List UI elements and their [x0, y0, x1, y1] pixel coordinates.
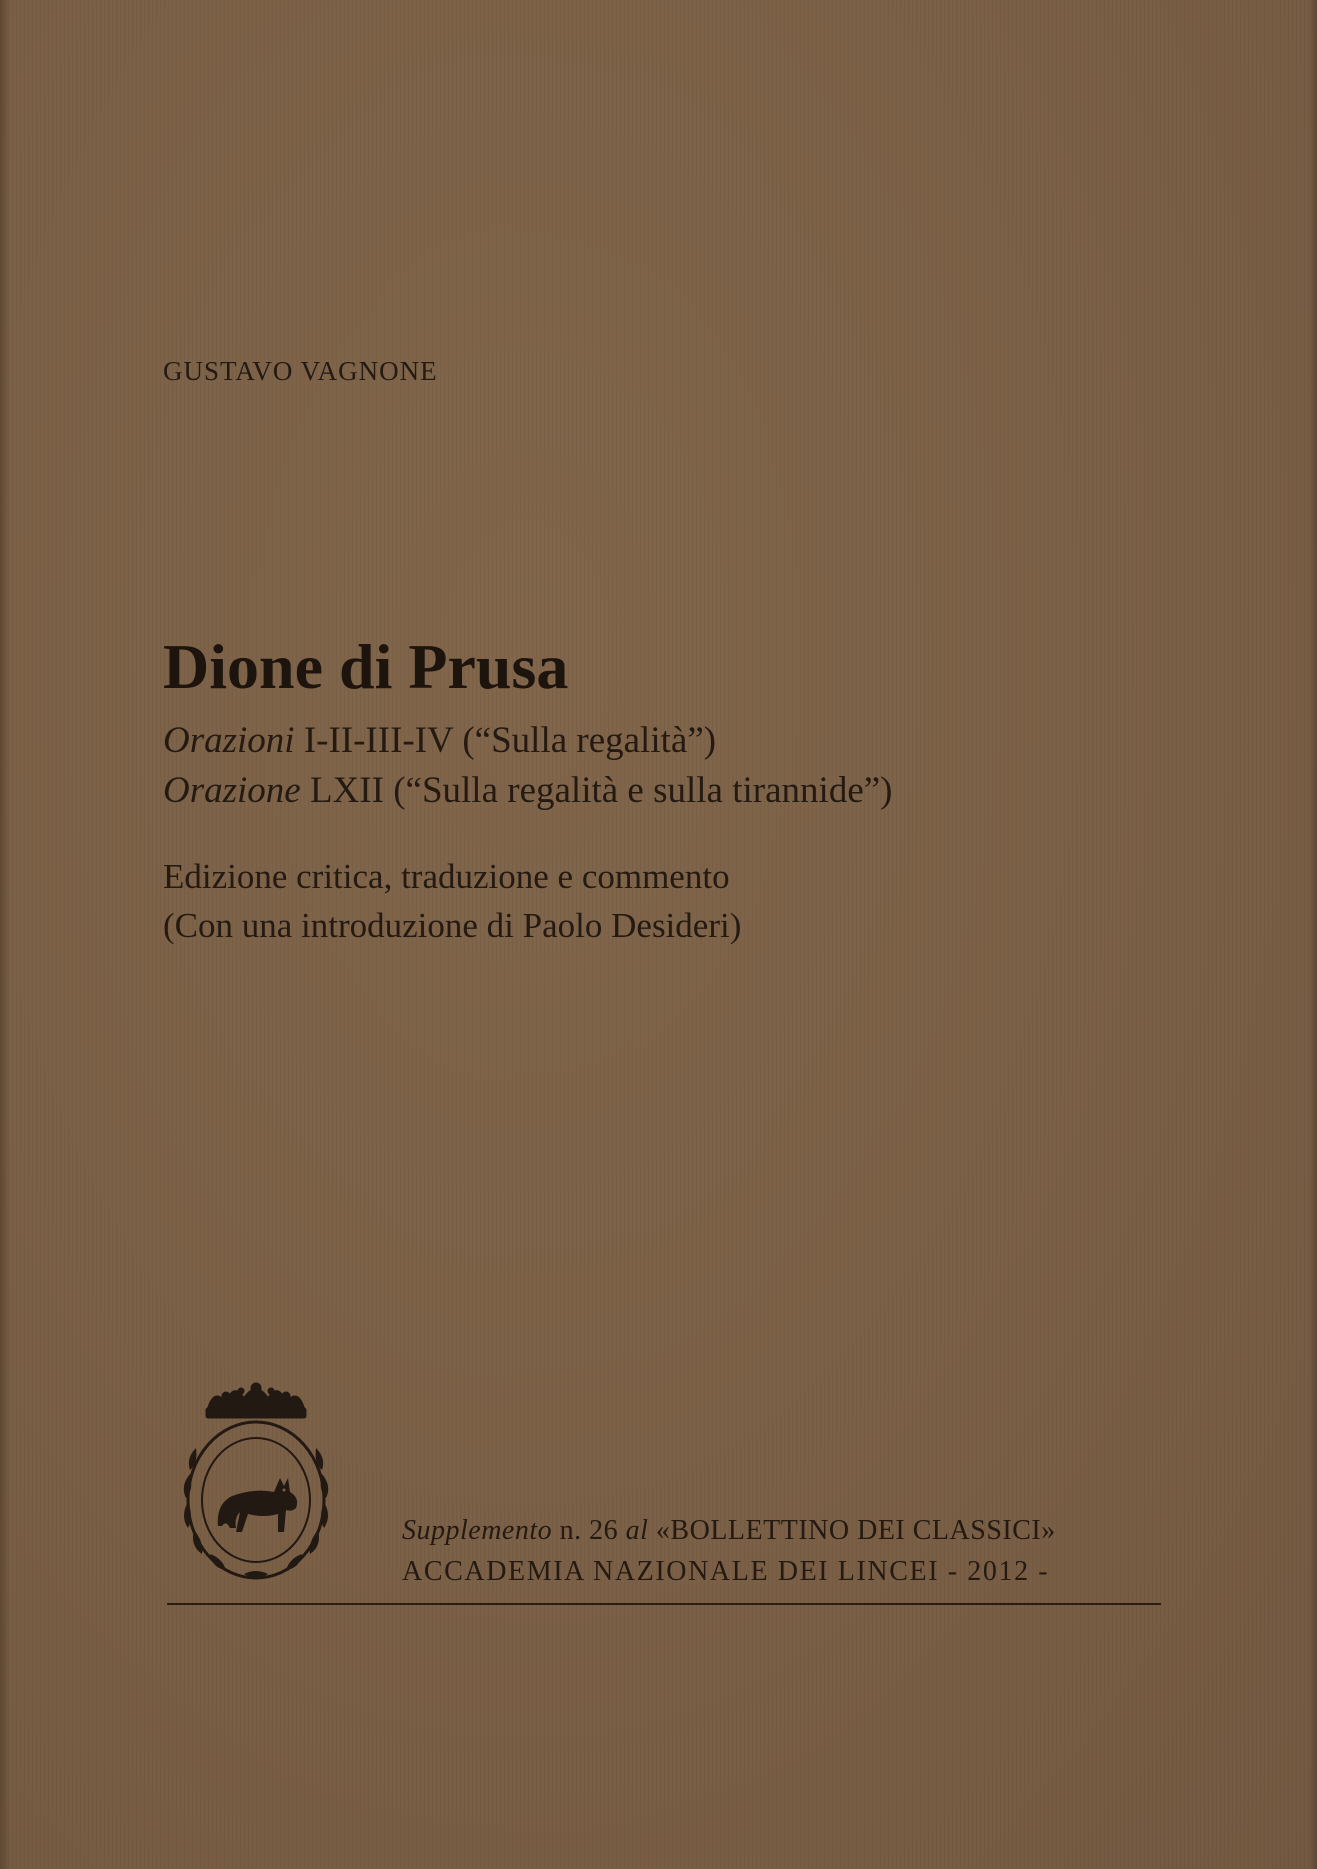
series-italic-al: al	[625, 1515, 649, 1546]
subtitle-1-rest: I-II-III-IV (“Sulla regalità”)	[294, 720, 717, 761]
book-title: Dione di Prusa	[163, 631, 569, 702]
bottom-rule	[167, 1603, 1161, 1605]
subtitle-line-2	[163, 769, 892, 812]
publisher-line: ACCADEMIA NAZIONALE DEI LINCEI - 2012 -	[402, 1556, 1050, 1587]
subtitle-2-italic: Orazione	[163, 770, 301, 811]
subtitle-2-rest: LXII (“Sulla regalità e sulla tirannide”)	[300, 770, 893, 811]
edition-line-1: Edizione critica, traduzione e commento	[163, 857, 730, 896]
lynx-icon	[218, 1478, 297, 1532]
subtitle-1-italic: Orazioni	[163, 720, 295, 761]
crown-icon	[206, 1383, 306, 1418]
series-name: «BOLLETTINO DEI CLASSICI»	[648, 1515, 1056, 1546]
series-italic-supplemento: Supplemento	[402, 1515, 553, 1546]
series-number: n. 26	[552, 1515, 626, 1546]
cover-left-edge	[0, 0, 10, 1869]
subtitle-line-1	[163, 719, 716, 762]
edition-line-2: (Con una introduzione di Paolo Desideri)	[163, 906, 742, 945]
series-line	[402, 1515, 1056, 1547]
lynx-crest-icon	[166, 1378, 346, 1588]
author-name: GUSTAVO VAGNONE	[163, 356, 438, 386]
cover-right-edge	[1309, 0, 1317, 1869]
